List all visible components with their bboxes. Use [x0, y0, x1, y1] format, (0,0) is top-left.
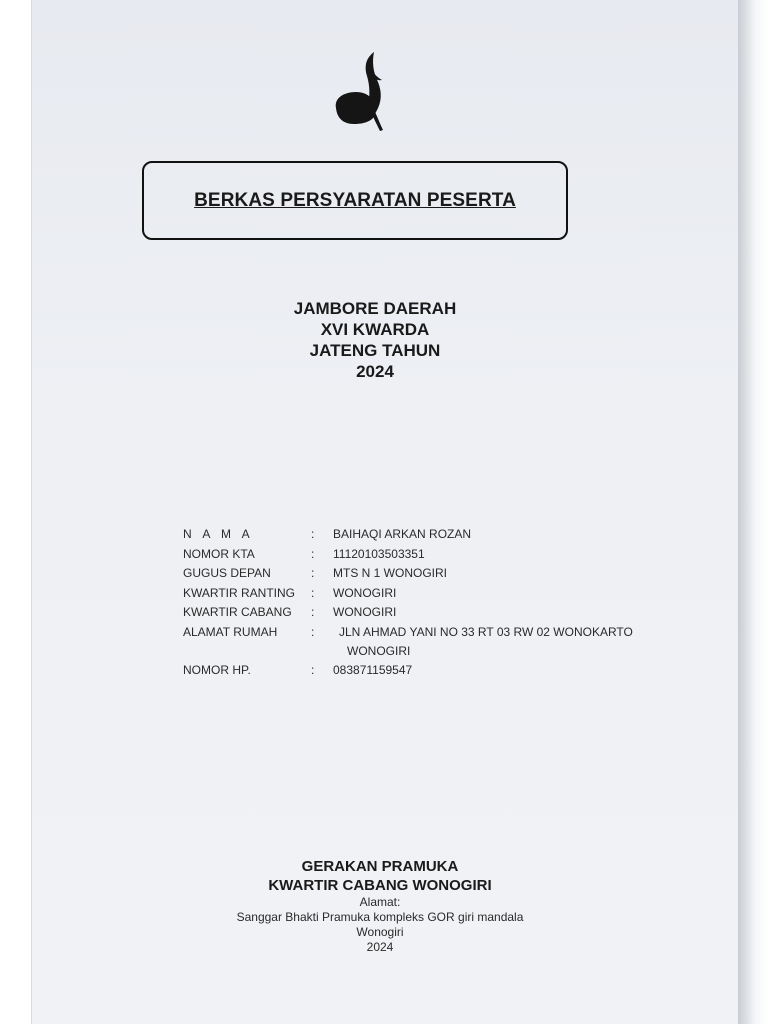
event-line: JAMBORE DAERAH — [293, 299, 457, 318]
field-value: 083871159547 — [333, 663, 413, 677]
footer — [180, 857, 580, 955]
event-line: XVI KWARDA — [320, 320, 430, 339]
org-branch: KWARTIR CABANG WONOGIRI — [268, 877, 492, 894]
event-title — [200, 298, 550, 382]
org-name: GERAKAN PRAMUKA — [301, 858, 459, 875]
field-value: WONOGIRI — [333, 605, 397, 619]
field-separator: : — [311, 605, 315, 619]
document-title: BERKAS PERSYARATAN PESERTA — [194, 189, 516, 211]
field-value: WONOGIRI — [333, 585, 397, 600]
field-row-nomor-hp — [183, 663, 633, 683]
field-value: BAIHAQI ARKAN ROZAN — [333, 527, 472, 541]
footer-year: 2024 — [366, 940, 394, 954]
field-label: ALAMAT RUMAH — [183, 624, 278, 639]
field-separator: : — [311, 663, 315, 677]
tunas-kelapa-icon — [330, 48, 390, 138]
field-value: JLN AHMAD YANI NO 33 RT 03 RW 02 WONOKARTO — [339, 624, 633, 639]
field-row-alamat-rumah — [183, 625, 633, 645]
event-year: 2024 — [356, 362, 394, 381]
title-box — [142, 161, 568, 240]
field-row-gugus-depan — [183, 566, 633, 586]
field-value: 11120103503351 — [333, 546, 425, 561]
field-label: N A M A — [183, 527, 254, 541]
field-value-continuation: WONOGIRI — [347, 644, 411, 658]
field-separator: : — [311, 624, 315, 639]
field-label: GUGUS DEPAN — [183, 566, 271, 580]
address-city: Wonogiri — [356, 925, 404, 939]
field-label: NOMOR HP. — [183, 663, 251, 677]
address-line: Sanggar Bhakti Pramuka kompleks GOR giri mandala — [236, 910, 524, 924]
field-row-kwartir-cabang — [183, 605, 633, 625]
event-line: JATENG TAHUN — [309, 341, 441, 360]
address-label: Alamat: — [359, 895, 401, 909]
field-separator: : — [311, 585, 315, 600]
field-label: NOMOR KTA — [183, 546, 255, 561]
field-label: KWARTIR RANTING — [183, 585, 296, 600]
participant-fields — [183, 527, 633, 683]
field-value: MTS N 1 WONOGIRI — [333, 566, 447, 580]
field-row-kta — [183, 547, 633, 567]
field-row-name — [183, 527, 633, 547]
field-label: KWARTIR CABANG — [183, 605, 292, 619]
field-row-kwartir-ranting — [183, 586, 633, 606]
field-separator: : — [311, 546, 315, 561]
field-separator: : — [311, 527, 315, 541]
page-edge — [738, 0, 768, 1024]
field-separator: : — [311, 566, 315, 580]
